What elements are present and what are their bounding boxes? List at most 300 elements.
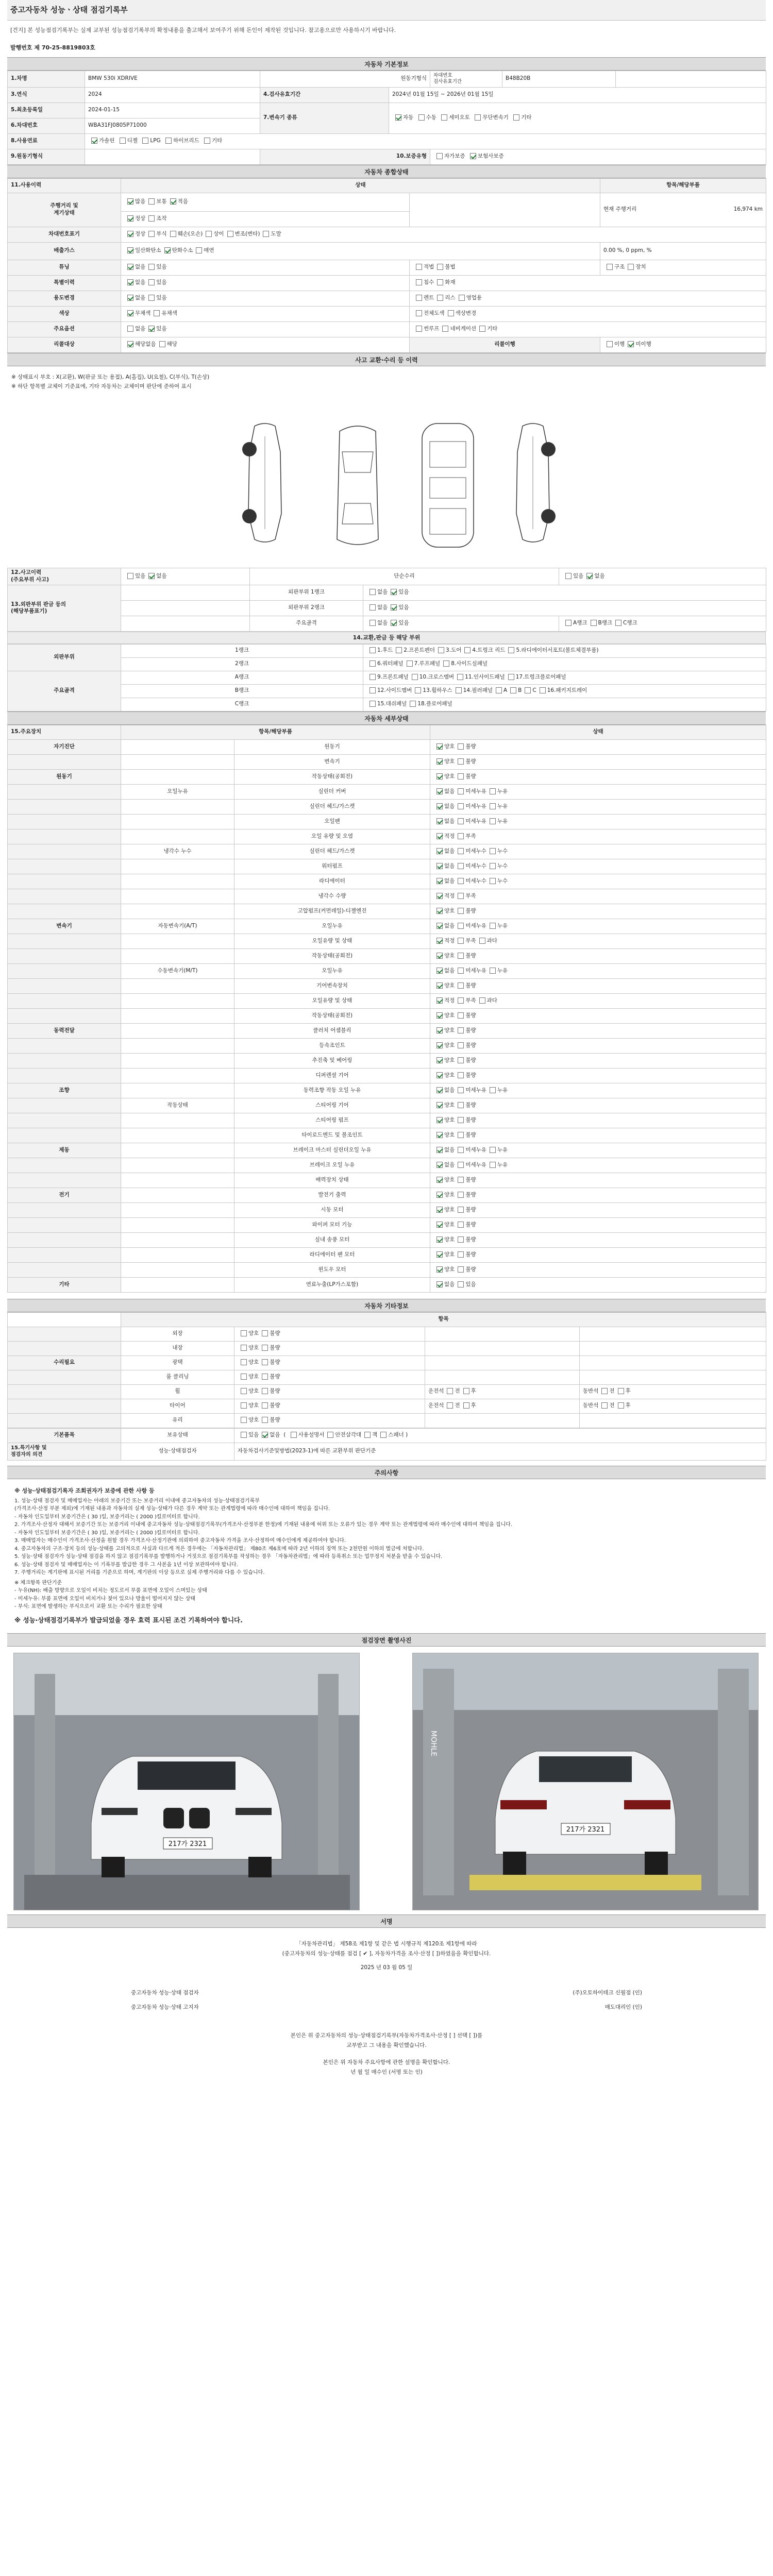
status-checkbox[interactable] — [458, 1192, 464, 1198]
status-checkbox[interactable] — [490, 788, 496, 794]
checkbox-other[interactable] — [513, 114, 519, 121]
table-row: 추진축 및 베어링 양호 불량 — [8, 1053, 766, 1068]
table-row: 기본품목 보유상태 있음 없음 ( 사용설명서 안전삼각대 잭 스패너 ) — [8, 1428, 766, 1443]
status-checkbox[interactable] — [436, 982, 443, 989]
notice-text: [건지] 본 성능점검기록부는 실제 교부된 성능점검기록부의 확정내용을 출고해서 보여주기 위해 돈인이 제작된 것입니다. 참고용으로만 사용하시기 바랍니다. — [10, 27, 396, 33]
checkbox-hybrid[interactable] — [165, 138, 172, 144]
table-row: 12.사고이력 (주요부위 사고) 있음 없음 단순수리 있음 없음 — [8, 568, 766, 585]
side-checkbox[interactable] — [447, 1402, 453, 1409]
status-checkbox[interactable] — [436, 1042, 443, 1048]
checkbox-yes[interactable] — [148, 264, 155, 270]
status-checkbox[interactable] — [490, 803, 496, 809]
checkbox-yes[interactable] — [391, 620, 397, 626]
fuel-label: 8.사용연료 — [8, 133, 85, 149]
status-checkbox[interactable] — [436, 1162, 443, 1168]
status-checkbox[interactable] — [436, 997, 443, 1004]
status-checkbox[interactable] — [436, 1281, 443, 1287]
status-checkbox[interactable] — [490, 878, 496, 884]
status-checkbox[interactable] — [458, 1102, 464, 1108]
status-checkbox[interactable] — [436, 863, 443, 869]
checkbox-yes[interactable] — [391, 589, 397, 595]
section-overall-status: 자동차 종합상태 — [7, 165, 766, 178]
table-row: 시동 모터 양호 불량 — [8, 1202, 766, 1217]
table-row: 작동상태(공회전) 양호 불량 — [8, 1008, 766, 1023]
notes-small-line: - 미세누유: 부품 표면에 오일이 비치거나 젖어 있으나 방울이 떨어지지 않는 상태 — [14, 1596, 196, 1602]
table-row: 실린더 헤드/가스켓 없음 미세누유 누유 — [8, 799, 766, 814]
transmission-options: 자동 수동 세미오토 무단변속기 기타 — [389, 103, 766, 133]
status-checkbox[interactable] — [262, 1388, 268, 1394]
status-checkbox[interactable] — [241, 1345, 247, 1351]
status-checkbox[interactable] — [458, 1177, 464, 1183]
checkbox-yes[interactable] — [241, 1432, 247, 1438]
lift-brand-label: MOHLE — [429, 1731, 438, 1757]
checkbox-rank-b[interactable] — [591, 620, 597, 626]
checkbox-part[interactable] — [396, 647, 402, 653]
status-checkbox[interactable] — [436, 818, 443, 824]
status-checkbox[interactable] — [436, 1132, 443, 1138]
checkbox-option-other[interactable] — [479, 326, 485, 332]
checkbox-altered[interactable] — [227, 231, 233, 237]
status-checkbox[interactable] — [436, 1057, 443, 1063]
notes-line: 5. 성능·상태 점검자가 성능·상태 점검을 하지 않고 점검기록부를 발행하거나 거짓으로 점검기록부를 작성하는 경우 「자동차관리법」에 따라 등록취소 또는 업무정지 처분을 받을 수 있습니다. — [14, 1554, 443, 1560]
checkbox-few[interactable] — [170, 198, 176, 205]
table-row — [8, 149, 766, 164]
table-row: 수동변속기(M/T) 오일누유 없음 미세누유 누유 — [8, 963, 766, 978]
status-checkbox[interactable] — [436, 848, 443, 854]
status-checkbox[interactable] — [458, 833, 464, 839]
car-diagram — [7, 398, 766, 568]
table-row: 정상 조작 — [8, 211, 766, 227]
side-checkbox[interactable] — [618, 1388, 624, 1394]
checkbox-part[interactable] — [369, 674, 376, 680]
table-row: 실내 송풍 모터 양호 불량 — [8, 1232, 766, 1247]
table-row: 기어변속장치 양호 불량 — [8, 978, 766, 993]
checkbox-cvt[interactable] — [475, 114, 481, 121]
checkbox-device[interactable] — [628, 264, 634, 270]
checkbox-color-change[interactable] — [448, 310, 454, 316]
notes-line: (가격조사·산정 부분 제외)에 기재된 내용과 자동차의 실제 성능·상태가 다른 경우 계약 또는 관계법령에 따라 매수인에 대하여 책임을 집니다. — [14, 1506, 330, 1512]
checkbox-part[interactable] — [456, 687, 462, 693]
table-row: 윈도우 모터 양호 불량 — [8, 1262, 766, 1277]
status-checkbox[interactable] — [458, 1207, 464, 1213]
notes-line: - 자동차 인도일부터 보증기간은 ( 30 )일, 보증거리는 ( 2000 )킬로미터로 합니다. — [14, 1530, 200, 1536]
table-row: 오일유량 및 상태 적정 부족 과다 — [8, 934, 766, 948]
status-checkbox[interactable] — [262, 1417, 268, 1423]
checkbox-rank-a[interactable] — [565, 620, 572, 626]
notes-line: 4. 중고자동차의 구조·장치 등의 성능·상태를 고의적으로 사실과 다르게 적은 경우에는 「자동차관리법」 제80조 제6호에 따라 2년 이하의 징역 또는 2천만원 이하의 벌금에 처합니다. — [14, 1546, 424, 1552]
checkbox-none[interactable] — [369, 589, 376, 595]
table-row — [8, 133, 766, 149]
table-row: 냉각수 누수 실린더 헤드/가스켓 없음 미세누수 누수 — [8, 844, 766, 859]
checkbox-smoke[interactable] — [196, 247, 202, 253]
status-checkbox[interactable] — [241, 1374, 247, 1380]
status-checkbox[interactable] — [436, 1072, 443, 1078]
buyer-sign-line: 년 월 일 매수인 (서명 또는 인) — [350, 2069, 423, 2075]
status-checkbox[interactable] — [458, 1162, 464, 1168]
side-checkbox[interactable] — [601, 1388, 608, 1394]
checkbox-not-done[interactable] — [628, 341, 634, 347]
status-checkbox[interactable] — [458, 968, 464, 974]
checkbox-none[interactable] — [127, 279, 133, 285]
status-checkbox[interactable] — [458, 1087, 464, 1093]
side-checkbox[interactable] — [447, 1388, 453, 1394]
table-row: 변속기 자동변속기(A/T) 오일누유 없음 미세누유 누유 — [8, 919, 766, 934]
checkbox-fire[interactable] — [437, 279, 443, 285]
checkbox-yes[interactable] — [565, 573, 572, 579]
accident-table — [7, 568, 766, 631]
engine-type-value: B48B20B — [502, 71, 616, 87]
table-row: 작동상태 스티어링 기어 양호 불량 — [8, 1098, 766, 1113]
status-checkbox[interactable] — [241, 1330, 247, 1336]
table-row: 외장 양호 불량 — [8, 1327, 766, 1341]
accident-legend: ※ 상태표시 부호 : X(교환), W(판금 또는 용접), A(흠집), U(요철), C(부식), T(손상) ※ 하단 항목별 교체이 기준표에, 기타 자동차는 교체이며 판단에 준하여 표시 — [11, 374, 210, 390]
status-checkbox[interactable] — [436, 758, 443, 765]
status-checkbox[interactable] — [458, 908, 464, 914]
checkbox-applicable[interactable] — [159, 341, 165, 347]
status-checkbox[interactable] — [458, 1117, 464, 1123]
checkbox-auto[interactable] — [395, 114, 401, 121]
table-row: 배력장치 상태 양호 불량 — [8, 1173, 766, 1188]
vin-value: WBA31FJ0805P71000 — [85, 118, 260, 133]
table-row: 냉각수 수량 적정 부족 — [8, 889, 766, 904]
checkbox-part[interactable] — [496, 687, 502, 693]
status-checkbox[interactable] — [436, 1012, 443, 1019]
checkbox-no[interactable] — [586, 573, 593, 579]
car-name-value: BMW 530i XDRIVE — [85, 71, 260, 87]
checkbox-diesel[interactable] — [120, 138, 126, 144]
checkbox-illegal[interactable] — [437, 264, 443, 270]
checkbox-not-applicable[interactable] — [127, 341, 133, 347]
checkbox-yes[interactable] — [391, 604, 397, 611]
notes-small-line: - 부식: 표면에 발생하는 부식으로서 교환 또는 수리가 필요한 상태 — [14, 1604, 162, 1610]
status-checkbox[interactable] — [458, 982, 464, 989]
table-row: 주요골격 A랭크 9.프론트패널 10.크로스멤버 11.인사이드패널 17.트렁크플로어패널 — [8, 671, 766, 684]
checkbox-self-warranty[interactable] — [436, 153, 443, 159]
status-checkbox[interactable] — [458, 1042, 464, 1048]
section-other-info: 자동차 기타정보 — [7, 1299, 766, 1312]
status-checkbox[interactable] — [458, 938, 464, 944]
car-underbody-diagram — [414, 421, 481, 550]
checkbox-tampered[interactable] — [148, 215, 155, 222]
checkbox-part[interactable] — [438, 647, 444, 653]
car-right-side-diagram — [502, 421, 564, 545]
table-row: 디퍼렌셜 기어 양호 불량 — [8, 1068, 766, 1083]
status-checkbox[interactable] — [436, 1222, 443, 1228]
table-row: 특별이력 없음 있음 침수 화재 — [8, 275, 766, 291]
checkbox-jack[interactable] — [364, 1432, 371, 1438]
checkbox-achromatic[interactable] — [127, 310, 133, 316]
notes-heading: ※ 성능·상태점검기록자 조회권자가 보증에 관한 사항 등 — [14, 1487, 155, 1494]
table-row: 유리 양호 불량 — [8, 1413, 766, 1428]
table-row: 11.사용이력 상태 항목/해당부품 — [8, 178, 766, 193]
status-checkbox[interactable] — [490, 1087, 496, 1093]
status-checkbox[interactable] — [458, 803, 464, 809]
table-row: 워터펌프 없음 미세누수 누수 — [8, 859, 766, 874]
front-license-plate: 217가 2321 — [168, 1840, 207, 1849]
checkbox-commercial[interactable] — [459, 295, 465, 301]
vin-row-label: 6.차대번호 — [8, 118, 85, 133]
table-row: 와이퍼 모터 기능 양호 불량 — [8, 1217, 766, 1232]
status-checkbox[interactable] — [458, 893, 464, 899]
table-row: 기타 연료누출(LP가스포함) 없음 있음 — [8, 1277, 766, 1292]
checkbox-part[interactable] — [540, 687, 546, 693]
checkbox-part[interactable] — [410, 701, 416, 707]
parts-grid-table — [7, 644, 766, 711]
status-checkbox[interactable] — [262, 1374, 268, 1380]
status-checkbox[interactable] — [436, 1027, 443, 1033]
checkbox-done[interactable] — [607, 341, 613, 347]
checkbox-chromatic[interactable] — [154, 310, 160, 316]
status-checkbox[interactable] — [458, 863, 464, 869]
year-value: 2024 — [85, 87, 260, 103]
status-checkbox[interactable] — [458, 1147, 464, 1153]
checkbox-part[interactable] — [508, 647, 514, 653]
checkbox-yes[interactable] — [148, 295, 155, 301]
status-checkbox[interactable] — [262, 1330, 268, 1336]
status-checkbox[interactable] — [241, 1402, 247, 1409]
status-checkbox[interactable] — [436, 743, 443, 750]
status-checkbox[interactable] — [458, 997, 464, 1004]
checkbox-part[interactable] — [443, 660, 449, 667]
status-checkbox[interactable] — [241, 1417, 247, 1423]
status-checkbox[interactable] — [262, 1345, 268, 1351]
status-checkbox[interactable] — [436, 803, 443, 809]
checkbox-rent[interactable] — [416, 295, 422, 301]
first-reg-label: 5.최초등록일 — [8, 103, 85, 118]
document-page — [7, 0, 766, 2082]
checkbox-gasoline[interactable] — [91, 138, 97, 144]
status-checkbox[interactable] — [436, 1102, 443, 1108]
status-checkbox[interactable] — [436, 833, 443, 839]
status-checkbox[interactable] — [436, 893, 443, 899]
checkbox-manual-book[interactable] — [291, 1432, 297, 1438]
checkbox-yes[interactable] — [148, 326, 155, 332]
status-checkbox[interactable] — [458, 1222, 464, 1228]
table-row: 스티어링 펌프 양호 불량 — [8, 1113, 766, 1128]
status-checkbox[interactable] — [436, 1117, 443, 1123]
parts-subheader: 14.교환,판금 등 해당 부위 — [7, 632, 766, 644]
inspector-value: (주)오토하이테크 신월점 (인) — [573, 1990, 642, 1996]
checkbox-insurance-warranty[interactable] — [470, 153, 476, 159]
checkbox-manual[interactable] — [418, 114, 425, 121]
status-checkbox[interactable] — [490, 848, 496, 854]
vin-label: 차대번호 검사유효기간 — [430, 71, 502, 87]
car-top-view-diagram — [327, 421, 389, 550]
status-checkbox[interactable] — [436, 1192, 443, 1198]
table-row: 차대번호표기 정상 부식 훼손(오손) 상이 변조(변타) 도말 — [8, 227, 766, 242]
checkbox-lease[interactable] — [437, 295, 443, 301]
table-row: 내장 양호 불량 — [8, 1341, 766, 1355]
table-row: 주행거리 및 계기상태 많음 보통 적음 현재 주행거리 16,974 km — [8, 193, 766, 211]
checkbox-part[interactable] — [464, 647, 470, 653]
status-checkbox[interactable] — [436, 1147, 443, 1153]
checkbox-part[interactable] — [369, 660, 376, 667]
status-checkbox[interactable] — [436, 953, 443, 959]
checkbox-navigation[interactable] — [442, 326, 448, 332]
checkbox-different[interactable] — [206, 231, 212, 237]
checkbox-part[interactable] — [457, 674, 463, 680]
checkbox-legal[interactable] — [416, 264, 422, 270]
status-checkbox[interactable] — [436, 968, 443, 974]
checkbox-many[interactable] — [127, 198, 133, 205]
side-checkbox[interactable] — [463, 1388, 469, 1394]
checkbox-painted[interactable] — [263, 231, 269, 237]
status-checkbox[interactable] — [458, 1132, 464, 1138]
status-checkbox[interactable] — [436, 938, 443, 944]
status-checkbox[interactable] — [458, 1057, 464, 1063]
other-info-table — [7, 1312, 766, 1428]
checkbox-spanner[interactable] — [380, 1432, 386, 1438]
detail-status-table — [7, 725, 766, 1293]
table-row: 수리필요 광택 양호 불량 — [8, 1355, 766, 1370]
table-row: 브레이크 오일 누유 없음 미세누유 누유 — [8, 1158, 766, 1173]
table-row: 2랭크 6.쿼터패널 7.루프패널 8.사이드실패널 — [8, 657, 766, 671]
engine-type-label: 원동기형식 — [260, 71, 430, 87]
table-row: 오일 유량 및 오염 적정 부족 — [8, 829, 766, 844]
status-checkbox[interactable] — [436, 908, 443, 914]
status-checkbox[interactable] — [490, 863, 496, 869]
status-checkbox[interactable] — [490, 1147, 496, 1153]
checkbox-none[interactable] — [127, 295, 133, 301]
checkbox-none[interactable] — [127, 326, 133, 332]
status-checkbox[interactable] — [436, 1177, 443, 1183]
checkbox-ok[interactable] — [127, 231, 133, 237]
table-row: 원동기 작동상태(공회전) 양호 불량 — [8, 769, 766, 784]
status-checkbox[interactable] — [490, 968, 496, 974]
table-row: 타이로드엔드 및 볼조인트 양호 불량 — [8, 1128, 766, 1143]
table-row: 주요골격 없음 있음 A랭크 B랭크 C랭크 — [8, 616, 766, 631]
status-checkbox[interactable] — [241, 1388, 247, 1394]
side-checkbox[interactable] — [601, 1402, 608, 1409]
side-checkbox[interactable] — [618, 1402, 624, 1409]
table-row: 13.외판부위 판금 등의 (해당부품표기) 외판부위 1랭크 없음 있음 — [8, 585, 766, 600]
status-checkbox[interactable] — [436, 923, 443, 929]
transmission-label: 7.변속기 종류 — [260, 103, 389, 133]
checkbox-damaged[interactable] — [170, 231, 176, 237]
checkbox-flood[interactable] — [416, 279, 422, 285]
status-checkbox[interactable] — [479, 997, 485, 1004]
checkbox-fuel-other[interactable] — [204, 138, 210, 144]
table-row: 용도변경 없음 있음 렌트 리스 영업용 — [8, 291, 766, 306]
status-checkbox[interactable] — [436, 878, 443, 884]
notes-line: 3. 매매업자는 매수인이 가격조사·산정을 원할 경우 가격조사·산정기관에 의뢰하여 중고자동차 가격을 조사·산정하여 매수인에게 제공하여야 합니다. — [14, 1538, 346, 1544]
table-row: 제동 브레이크 마스터 실린더오일 누유 없음 미세누유 누유 — [8, 1143, 766, 1158]
notes-warning: ※ 성능·상태점검기록부가 발급되었을 경우 효력 표시된 조건 기록하여야 합니다. — [14, 1616, 243, 1624]
table-row: 색상 무채색 유채색 전체도색 색상변경 — [8, 306, 766, 321]
status-checkbox[interactable] — [458, 878, 464, 884]
photos-area — [7, 1647, 766, 1914]
checkbox-yes[interactable] — [127, 573, 133, 579]
notifier-label: 중고자동차 성능·상태 고지자 — [131, 2004, 199, 2011]
status-checkbox[interactable] — [241, 1359, 247, 1365]
checkbox-hc[interactable] — [164, 247, 171, 253]
status-checkbox[interactable] — [458, 848, 464, 854]
side-checkbox[interactable] — [463, 1402, 469, 1409]
status-checkbox[interactable] — [458, 788, 464, 794]
status-checkbox[interactable] — [458, 953, 464, 959]
checkbox-part[interactable] — [508, 674, 514, 680]
status-checkbox[interactable] — [458, 1251, 464, 1258]
checkbox-no[interactable] — [262, 1432, 268, 1438]
checkbox-semiauto[interactable] — [441, 114, 447, 121]
checkbox-co[interactable] — [127, 247, 133, 253]
status-checkbox[interactable] — [436, 1266, 443, 1273]
status-checkbox[interactable] — [458, 1236, 464, 1243]
checkbox-part[interactable] — [412, 674, 418, 680]
checkbox-none[interactable] — [127, 264, 133, 270]
other-basic-table — [7, 1428, 766, 1461]
warranty-type-label: 10.보증유형 — [260, 149, 430, 164]
status-checkbox[interactable] — [436, 773, 443, 779]
status-checkbox[interactable] — [458, 758, 464, 765]
status-checkbox[interactable] — [458, 923, 464, 929]
checkbox-none[interactable] — [369, 620, 376, 626]
inspector-label: 중고자동차 성능·상태 점검자 — [131, 1990, 199, 1996]
checkbox-none[interactable] — [369, 604, 376, 611]
rear-photo — [412, 1653, 759, 1910]
status-checkbox[interactable] — [436, 1207, 443, 1213]
checkbox-yes[interactable] — [148, 279, 155, 285]
status-checkbox[interactable] — [458, 818, 464, 824]
section-notes: 주의사항 — [7, 1466, 766, 1479]
checkbox-normal[interactable] — [148, 198, 155, 205]
checkbox-full-paint[interactable] — [416, 310, 422, 316]
sign-date: 2025 년 03 월 05 일 — [360, 1964, 413, 1971]
checkbox-lpg[interactable] — [142, 138, 148, 144]
checkbox-part[interactable] — [369, 647, 376, 653]
checkbox-structure[interactable] — [607, 264, 613, 270]
table-row: 외판부위 1랭크 1.후드 2.프론트펜더 3.도어 4.트렁크 리드 5.라디에이터서포트(볼트체결부품) — [8, 644, 766, 657]
checkbox-part[interactable] — [510, 687, 516, 693]
status-checkbox[interactable] — [436, 788, 443, 794]
checkbox-rank-c[interactable] — [615, 620, 621, 626]
overall-status-table — [7, 178, 766, 353]
status-checkbox[interactable] — [479, 938, 485, 944]
status-checkbox[interactable] — [458, 743, 464, 750]
status-checkbox[interactable] — [458, 1281, 464, 1287]
checkbox-part[interactable] — [369, 687, 376, 693]
checkbox-no[interactable] — [148, 573, 155, 579]
checkbox-ok[interactable] — [127, 215, 133, 222]
status-checkbox[interactable] — [458, 1072, 464, 1078]
status-checkbox[interactable] — [458, 773, 464, 779]
status-checkbox[interactable] — [458, 1012, 464, 1019]
status-checkbox[interactable] — [458, 1027, 464, 1033]
status-checkbox[interactable] — [490, 818, 496, 824]
checkbox-part[interactable] — [525, 687, 531, 693]
table-row: 등속조인트 양호 불량 — [8, 1038, 766, 1053]
table-row: 자기진단 원동기 양호 불량 — [8, 739, 766, 754]
status-checkbox[interactable] — [262, 1359, 268, 1365]
table-row: 리콜대상 해당없음 해당 리콜이행 이행 미이행 — [8, 337, 766, 352]
table-row: 변속기 양호 불량 — [8, 754, 766, 769]
checkbox-part[interactable] — [369, 701, 376, 707]
status-checkbox[interactable] — [436, 1087, 443, 1093]
checkbox-triangle[interactable] — [327, 1432, 333, 1438]
status-checkbox[interactable] — [436, 1251, 443, 1258]
checkbox-sunroof[interactable] — [416, 326, 422, 332]
table-row: 배출가스 일산화탄소 탄화수소 매연 0.00 %, 0 ppm, % — [8, 242, 766, 260]
status-checkbox[interactable] — [458, 1266, 464, 1273]
status-checkbox[interactable] — [490, 1162, 496, 1168]
status-checkbox[interactable] — [436, 1236, 443, 1243]
checkbox-part[interactable] — [415, 687, 421, 693]
status-checkbox[interactable] — [262, 1402, 268, 1409]
status-checkbox[interactable] — [490, 923, 496, 929]
table-row: 튜닝 없음 있음 적법 불법 구조 장치 — [8, 260, 766, 275]
checkbox-part[interactable] — [407, 660, 413, 667]
checkbox-corrosion[interactable] — [148, 231, 155, 237]
